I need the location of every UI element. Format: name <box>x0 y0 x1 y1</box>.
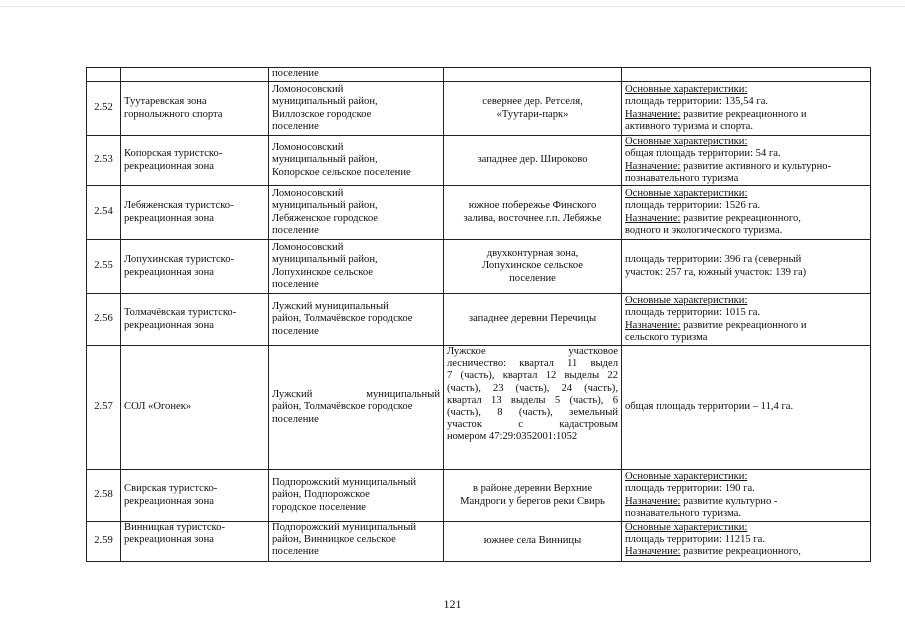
location-line: в районе деревни Верхние <box>472 483 593 495</box>
admin-line: район, Подпорожское <box>272 489 370 501</box>
cell-location <box>444 522 622 562</box>
name-line: Туутаревская зона <box>124 96 207 108</box>
char-heading: Основные характеристики: <box>625 522 748 533</box>
cell-name <box>121 136 269 186</box>
admin-line: Ломоносовский <box>272 188 344 200</box>
cell-location <box>444 346 622 470</box>
admin-line: поселение <box>272 278 319 290</box>
purpose-text: познавательного туризма <box>625 172 739 184</box>
char-heading: Основные характеристики: <box>625 136 748 148</box>
admin-line: район, Толмачёвское городское <box>272 401 413 413</box>
cell-admin <box>269 522 444 562</box>
cell-name <box>121 68 269 82</box>
cell-admin <box>269 186 444 240</box>
cell-characteristics <box>622 68 871 82</box>
char-area: площадь территории: 135,54 га. <box>625 96 769 108</box>
purpose-text: развитие активного и культурно- <box>680 160 832 172</box>
char-area: площадь территории: 1526 га. <box>625 200 761 212</box>
name-line: Копорская туристско- <box>124 148 223 160</box>
name-line: Лопухинская туристско- <box>124 254 235 266</box>
cell-admin <box>269 240 444 294</box>
zones-table <box>86 67 871 562</box>
admin-line: муниципальный район, <box>272 96 378 108</box>
location-line: 7 (часть), квартал 12 выделы 22 <box>447 370 618 382</box>
cell-admin <box>269 470 444 522</box>
location-line: (часть), 8 (часть), земельный <box>447 407 618 419</box>
cell-num: 2.53 <box>87 136 121 186</box>
purpose-label: Назначение: <box>625 319 681 331</box>
cell-name <box>121 522 269 562</box>
cell-name <box>121 240 269 294</box>
cell-location <box>444 82 622 136</box>
name-line: СОЛ «Огонек» <box>124 401 192 413</box>
location-line: Мандроги у берегов реки Свирь <box>460 495 605 507</box>
cell-admin <box>269 294 444 346</box>
admin-line: поселение <box>272 120 319 132</box>
cell-admin <box>269 68 444 82</box>
purpose-text: водного и экологического туризма. <box>625 224 783 236</box>
admin-line: Лопухинское сельское <box>272 266 373 278</box>
table-row-continuation <box>87 68 871 82</box>
cell-location <box>444 470 622 522</box>
purpose-text: развитие культурно - <box>680 495 778 507</box>
cell-admin <box>269 136 444 186</box>
name-line: рекреационная зона <box>124 534 214 546</box>
admin-line: поселение <box>272 413 319 425</box>
cell-admin <box>269 346 444 470</box>
admin-line: Виллозское городское <box>272 108 372 120</box>
cell-num: 2.55 <box>87 240 121 294</box>
cell-location <box>444 294 622 346</box>
name-line: Толмачёвская туристско- <box>124 307 237 319</box>
char-area: площадь территории: 190 га. <box>625 483 755 495</box>
char-heading: Основные характеристики: <box>625 188 748 200</box>
location-line: Лужское участковое <box>447 346 618 357</box>
table-row <box>87 522 871 562</box>
cell-characteristics <box>622 186 871 240</box>
table-row <box>87 294 871 346</box>
admin-line: район, Толмачёвское городское <box>272 313 413 325</box>
cell-num: 2.57 <box>87 346 121 470</box>
name-line: рекреационная зона <box>124 160 214 172</box>
char-area: общая площадь территории – 11,4 га. <box>625 401 794 413</box>
admin-line: муниципальный район, <box>272 254 378 266</box>
cell-characteristics <box>622 346 871 470</box>
location-line: западнее дер. Широково <box>477 154 588 166</box>
cell-characteristics <box>622 294 871 346</box>
admin-line: Ломоносовский <box>272 242 344 254</box>
cell-location <box>444 240 622 294</box>
location-line: Лопухинское сельское <box>482 260 583 272</box>
admin-line: район, Винницкое сельское <box>272 534 396 546</box>
admin-line: Подпорожский муниципальный <box>272 522 417 533</box>
location-line: севернее дер. Ретселя, <box>482 96 583 108</box>
location-line: квартал 13 выделы 5 (часть), 6 <box>447 394 618 406</box>
char-area: площадь территории: 1015 га. <box>625 307 761 319</box>
location-line: поселение <box>509 272 556 284</box>
cell-num: 2.52 <box>87 82 121 136</box>
name-line: Винницкая туристско- <box>124 522 225 533</box>
cell-name <box>121 82 269 136</box>
location-line: западнее деревни Перечицы <box>468 313 597 325</box>
name-line: рекреационная зона <box>124 319 214 331</box>
table-row <box>87 136 871 186</box>
scan-edge-line <box>0 6 905 7</box>
admin-line: Подпорожский муниципальный <box>272 477 417 489</box>
purpose-text: развитие рекреационного, <box>680 212 801 224</box>
cell-name <box>121 470 269 522</box>
cell-characteristics <box>622 522 871 562</box>
location-line: «Туутари-парк» <box>496 108 569 120</box>
purpose-label: Назначение: <box>625 160 681 172</box>
name-line: Свирская туристско- <box>124 483 218 495</box>
table-row <box>87 186 871 240</box>
cell-characteristics <box>622 136 871 186</box>
location-line: (часть), 23 (часть), 24 (часть), <box>447 382 618 394</box>
cell-name <box>121 186 269 240</box>
admin-line: Копорское сельское поселение <box>272 166 411 178</box>
purpose-text: развитие рекреационного, <box>680 546 801 558</box>
admin-line: Ломоносовский <box>272 84 344 96</box>
page-number: 121 <box>443 597 462 611</box>
cell-num: 2.54 <box>87 186 121 240</box>
table-row <box>87 470 871 522</box>
char-area: участок: 257 га, южный участок: 139 га) <box>625 266 807 278</box>
cell-characteristics <box>622 82 871 136</box>
admin-line: поселение <box>272 546 319 558</box>
purpose-text: активного туризма и спорта. <box>625 120 754 132</box>
purpose-text: познавательного туризма. <box>625 507 742 519</box>
name-line: рекреационная зона <box>124 495 214 507</box>
location-line: двухконтурная зона, <box>486 248 579 260</box>
name-line: рекреационная зона <box>124 212 214 224</box>
admin-line: поселение <box>272 224 319 236</box>
cell-location <box>444 186 622 240</box>
admin-line: муниципальный район, <box>272 200 378 212</box>
name-line: горнолыжного спорта <box>124 108 223 120</box>
cell-num: 2.56 <box>87 294 121 346</box>
admin-line: городское поселение <box>272 501 366 513</box>
purpose-label: Назначение: <box>625 108 681 120</box>
char-area: площадь территории: 396 га (северный <box>625 254 802 266</box>
cell-name <box>121 346 269 470</box>
char-heading: Основные характеристики: <box>625 471 748 483</box>
location-line: южное побережье Финского <box>468 200 597 212</box>
purpose-text: развитие рекреационного и <box>680 108 807 120</box>
admin-line: поселение <box>272 325 319 337</box>
name-line: Лебяженская туристско- <box>124 200 234 212</box>
cell-admin <box>269 82 444 136</box>
char-heading: Основные характеристики: <box>625 84 748 96</box>
cell-num: 2.59 <box>87 522 121 562</box>
admin-line: поселение <box>272 68 319 80</box>
name-line: рекреационная зона <box>124 266 214 278</box>
char-heading: Основные характеристики: <box>625 295 748 307</box>
purpose-label: Назначение: <box>625 212 681 224</box>
cell-name <box>121 294 269 346</box>
purpose-label: Назначение: <box>625 546 681 558</box>
cell-location <box>444 68 622 82</box>
cell-num <box>87 68 121 82</box>
purpose-label: Назначение: <box>625 495 681 507</box>
cell-location <box>444 136 622 186</box>
location-line: южнее села Винницы <box>483 535 582 547</box>
purpose-text: развитие рекреационного и <box>680 319 807 331</box>
admin-line: Лужский муниципальный <box>272 389 440 401</box>
admin-line: Лебяженское городское <box>272 212 378 224</box>
location-line: лесничество: квартал 11 выдел <box>447 358 618 370</box>
admin-line: муниципальный район, <box>272 154 378 166</box>
table-row <box>87 82 871 136</box>
char-area: общая площадь территории: 54 га. <box>625 148 781 160</box>
location-line: залива, восточнее г.п. Лебяжье <box>463 212 602 224</box>
cell-num: 2.58 <box>87 470 121 522</box>
table-row <box>87 240 871 294</box>
table-row <box>87 346 871 470</box>
location-line: номером 47:29:0352001:1052 <box>447 431 578 443</box>
admin-line: Ломоносовский <box>272 142 344 154</box>
char-area: площадь территории: 11215 га. <box>625 534 766 546</box>
admin-line: Лужский муниципальный <box>272 301 389 313</box>
purpose-text: сельского туризма <box>625 331 708 343</box>
location-line: участок с кадастровым <box>447 419 618 431</box>
cell-characteristics <box>622 240 871 294</box>
cell-characteristics <box>622 470 871 522</box>
